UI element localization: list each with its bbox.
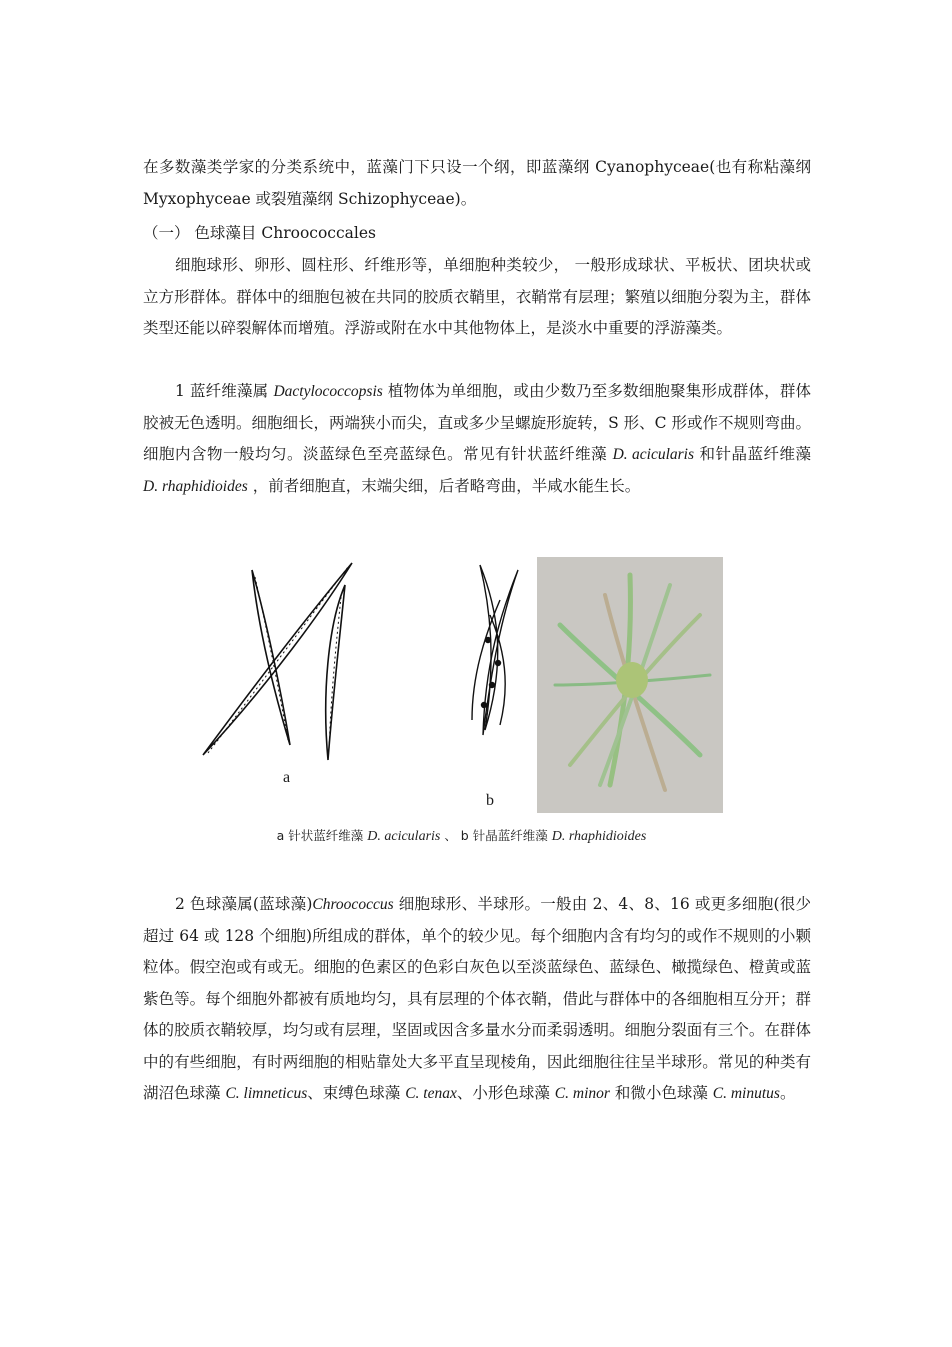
section-heading: （一） 色球藻目 Chroococcales <box>143 224 376 242</box>
genus2-text-b: 、束缚色球藻 <box>307 1084 406 1102</box>
caption-a-latin: D. acicularis <box>367 829 441 844</box>
genus1-species2: D. rhaphidioides <box>143 477 248 495</box>
drawing-a <box>203 563 352 760</box>
genus1-prefix: 1 蓝纤维藻属 <box>175 382 274 400</box>
figure-label-a: a <box>283 769 291 786</box>
figure-caption <box>200 826 723 845</box>
genus1-text-c: ，前者细胞直，末端尖细，后者略弯曲，半咸水能生长。 <box>247 476 641 495</box>
genus2-latin: Chroococcus <box>312 896 394 913</box>
caption-b-latin: D. rhaphidioides <box>551 829 647 844</box>
genus2-sp1: C. limneticus <box>225 1085 308 1102</box>
genus1-text-b: 和针晶蓝纤维藻 <box>694 445 811 463</box>
genus2-prefix: 2 色球藻属(蓝球藻) <box>175 895 313 913</box>
genus2-sp4: C. minutus <box>712 1085 780 1102</box>
genus2-paragraph <box>143 889 811 1110</box>
genus2-sp2: C. tenax <box>405 1085 457 1102</box>
caption-sep: 、 b 针晶蓝纤维藻 <box>440 828 552 843</box>
genus1-latin: Dactylococcopsis <box>273 383 383 400</box>
section-description-text: 细胞球形、卵形、圆柱形、纤维形等，单细胞种类较少， 一般形成球状、平板状、团块状或立方形群体。群体中的细胞包被在共同的胶质衣鞘里，衣鞘常有层理；繁殖以细胞分裂为主，群体类型还能以碎裂解体而增殖。浮游或附在水中其他物体上，是淡水中重要的浮游藻类。 <box>143 256 811 337</box>
figure-drawing-a <box>200 555 723 817</box>
intro-text: 在多数藻类学家的分类系统中，蓝藻门下只设一个纲，即蓝藻纲 Cyanophyceae(也有称粘藻纲 Myxophyceae 或裂殖藻纲 Schizophyceae)。 <box>143 158 811 208</box>
genus1-paragraph <box>143 376 811 502</box>
genus2-text-c: 、小形色球藻 <box>456 1084 555 1102</box>
micrograph-photo <box>537 557 723 813</box>
section-description <box>143 250 811 345</box>
genus2-text-a: 细胞球形、半球形。一般由 2、4、8、16 或更多细胞(很少超过 64 或 128 个细胞)所组成的群体，单个的较少见。每个细胞内含有均匀的或作不规则的小颗粒体。假空泡或有或无。细胞的色素区的色彩白灰色以至淡蓝绿色、蓝绿色、橄揽绿色、橙黄或蓝紫色等。每个细胞外都被有质地均匀，具有层理的个体衣鞘，借此与群体中的各细胞相互分开；群体的胶质衣鞘较厚，均匀或有层理，坚固或因含多量水分而柔弱透明。细胞分裂面有三个。在群体中的有些细胞，有时两细胞的相贴靠处大多平直呈现棱角，因此细胞往往呈半球形。常见的种类有湖沼色球藻 <box>143 895 811 1102</box>
intro-paragraph <box>143 152 811 215</box>
algae-figure <box>200 555 723 817</box>
genus2-sp3: C. minor <box>554 1085 610 1102</box>
genus1-text-a: 植物体为单细胞，或由少数乃至多数细胞聚集形成群体，群体胶被无色透明。细胞细长，两端狭小而尖，直或多少呈螺旋形旋转，S 形、C 形或作不规则弯曲。细胞内含物一般均匀。淡蓝绿色至亮蓝绿色。常见有针状蓝纤维藻 <box>143 382 812 463</box>
drawing-b <box>472 565 518 735</box>
figure-label-b: b <box>486 792 494 809</box>
genus2-text-d: 和微小色球藻 <box>609 1084 713 1102</box>
caption-a: a 针状蓝纤维藻 <box>276 828 368 843</box>
genus1-species1: D. acicularis <box>612 446 695 463</box>
genus2-text-e: 。 <box>779 1084 796 1102</box>
